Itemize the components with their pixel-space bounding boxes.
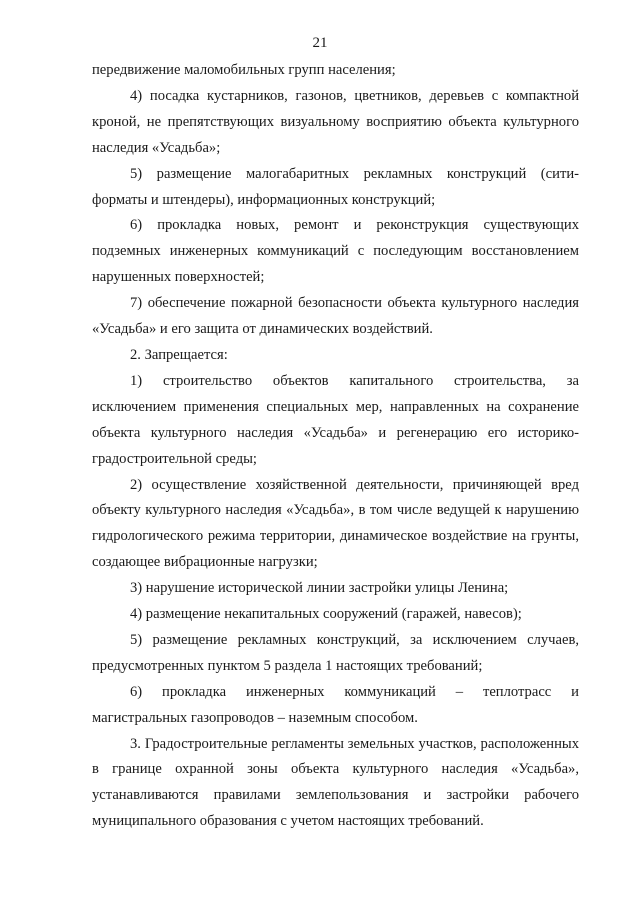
paragraph-item-7-fire-safety: 7) обеспечение пожарной безопасности объекта культурного наследия «Усадьба» и его защита от динамических воздействий.: [92, 295, 579, 338]
paragraph-prohibited-1-construction: 1) строительство объектов капитального строительства, за исключением применения специальных мер, направленных на сохранение объекта культурного наследия «Усадьба» и регенерацию его историко-градостроительной среды;: [92, 372, 579, 467]
paragraph-item-5-small-advertising: 5) размещение малогабаритных рекламных конструкций (сити-форматы и штендеры), информационных конструкций;: [92, 165, 579, 208]
paragraph-section-3-regulations: 3. Градостроительные регламенты земельных участков, расположенных в границе охранной зоны объекта культурного наследия «Усадьба», устанавливаются правилами землепользования и застройки рабочего муниципального образования с учетом настоящих требований.: [92, 735, 579, 830]
page-number: 21: [312, 35, 328, 51]
paragraph-prohibited-2-economic-activity: 2) осуществление хозяйственной деятельности, причиняющей вред объекту культурного наследия «Усадьба», в том числе ведущей к нарушению гидрологического режима территории, динамическое воздействие на грунты, создающее вибрационные нагрузки;: [92, 476, 579, 571]
paragraph-prohibited-4-structures: 4) размещение некапитальных сооружений (гаражей, навесов);: [130, 606, 522, 623]
paragraph-item-4-planting: 4) посадка кустарников, газонов, цветников, деревьев с компактной кроной, не препятствующих визуальному восприятию объекта культурного наследия «Усадьба»;: [92, 87, 579, 156]
paragraph-prohibited-3-building-line: 3) нарушение исторической линии застройки улицы Ленина;: [130, 580, 509, 597]
section-heading-prohibited: 2. Запрещается:: [130, 346, 228, 363]
paragraph-item-6-utilities: 6) прокладка новых, ремонт и реконструкция существующих подземных инженерных коммуникаций с последующим восстановлением нарушенных поверхностей;: [92, 217, 579, 286]
document-body: [92, 58, 579, 835]
paragraph-prohibited-5-advertising: 5) размещение рекламных конструкций, за исключением случаев, предусмотренных пунктом 5 раздела 1 настоящих требований;: [92, 631, 579, 674]
paragraph-continuation: передвижение маломобильных групп населения;: [92, 62, 396, 78]
paragraph-prohibited-6-pipelines: 6) прокладка инженерных коммуникаций – теплотрасс и магистральных газопроводов – наземным способом.: [92, 683, 579, 726]
